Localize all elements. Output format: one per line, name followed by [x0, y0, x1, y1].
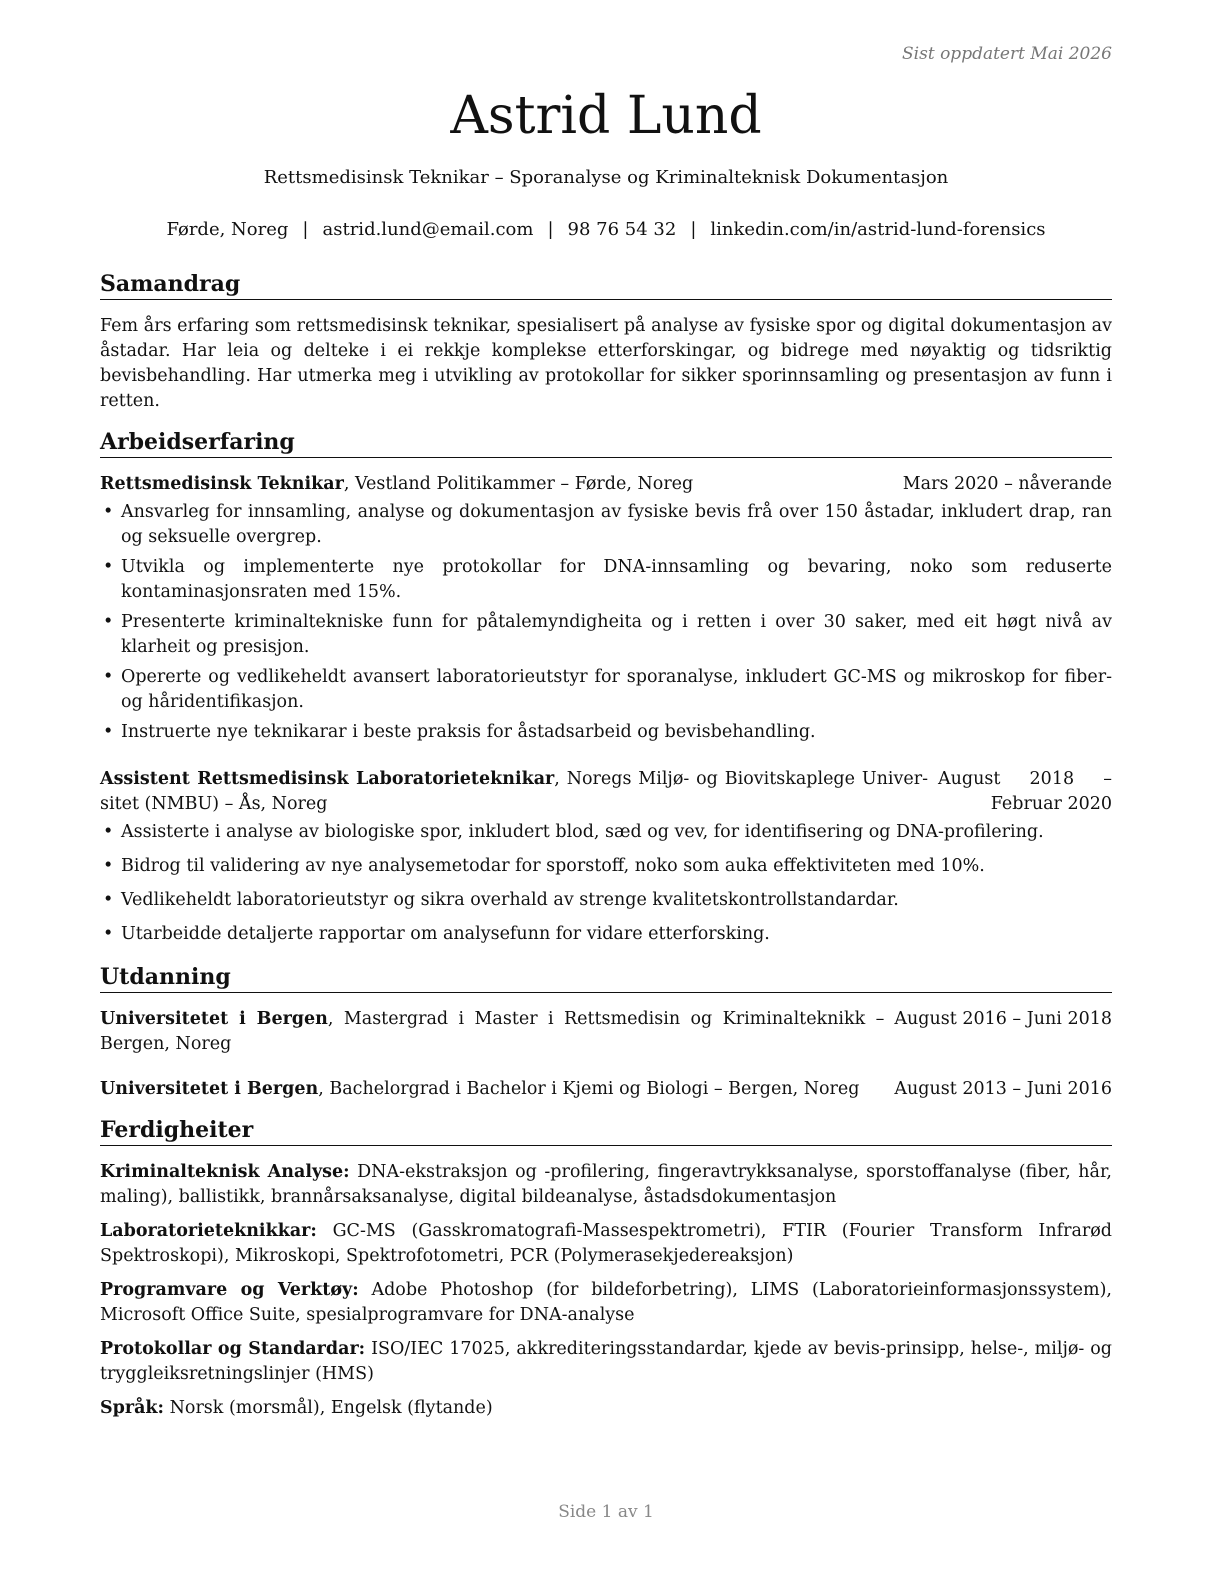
job-bullet: • Utvikla og implementerte nye protokollar for DNA-innsamling og bevaring, noko som reduserte kontaminasjonsraten med 15%. [100, 555, 1112, 605]
job-employer: , Noregs Miljø- og Biovitskaplege Universitet (NMBU) – Ås, Noreg [100, 769, 928, 814]
job-header [100, 472, 1112, 497]
education-degree: , Bachelorgrad i Bachelor i Kjemi og Biologi – Bergen, Noreg [318, 1079, 860, 1099]
job-bullet: • Assisterte i analyse av biologiske spor, inkludert blod, sæd og vev, for identifisering og DNA-profilering. [100, 820, 1112, 845]
skill-text: Norsk (morsmål), Engelsk (flytande) [164, 1398, 493, 1418]
skill-label: Laboratorieteknikkar: [100, 1221, 317, 1241]
summary-section [100, 270, 1112, 414]
job-entry [100, 472, 1112, 745]
contact-linkedin[interactable]: linkedin.com/in/astrid-lund-forensics [710, 219, 1046, 240]
skill-group [100, 1278, 1112, 1328]
job-role: Rettsmedisinsk Teknikar [100, 474, 344, 494]
section-title-education: Utdanning [100, 963, 1112, 993]
education-dates: August 2013 – Juni 2016 [894, 1079, 1112, 1099]
contact-location: Førde, Noreg [166, 219, 289, 240]
skill-group [100, 1396, 1112, 1421]
skill-label: Kriminalteknisk Analyse: [100, 1162, 350, 1182]
skill-label: Protokollar og Standardar: [100, 1339, 366, 1359]
job-bullets [100, 820, 1112, 947]
skill-text: Adobe Photoshop (for bildeforbetring), LIMS (Laboratorieinformasjonssystem), Microsoft Office Suite, spesialprogramvare for DNA-analyse [100, 1280, 1112, 1325]
education-section [100, 963, 1112, 1102]
education-school: Universitetet i Bergen [100, 1079, 319, 1099]
job-dates: Mars 2020 – nåverande [902, 474, 1112, 494]
skill-text: ISO/IEC 17025, akkrediteringsstandardar, kjede av bevis-prinsipp, helse-, miljø- og tryggleiksretningslinjer (HMS) [100, 1339, 1113, 1384]
education-header [100, 1007, 1112, 1057]
section-title-experience: Arbeidserfaring [100, 428, 1112, 458]
education-entry [100, 1007, 1112, 1057]
job-header [100, 767, 1112, 817]
skill-group [100, 1219, 1112, 1269]
job-role: Assistent Rettsmedisinsk Laboratorieteknikar [100, 769, 555, 789]
resume-page [100, 0, 1112, 1584]
skill-label: Programvare og Verktøy: [100, 1280, 359, 1300]
skill-group [100, 1160, 1112, 1210]
experience-section [100, 428, 1112, 947]
education-line [100, 1007, 884, 1057]
contact-separator: | [547, 219, 554, 240]
education-school: Universitetet i Bergen [100, 1009, 328, 1029]
job-bullet: • Opererte og vedlikeheldt avansert laboratorieutstyr for sporanalyse, inkludert GC-MS og mikroskop for fiber- og håridentifikasjon. [100, 665, 1112, 715]
skill-text: DNA-ekstraksjon og -profilering, fingeravtrykksanalyse, sporstoffanalyse (fiber, hår, maling), ballistikk, brannårsaksanalyse, digital bildeanalyse, åstadsdokumentasjon [100, 1162, 1112, 1207]
skill-text: GC-MS (Gasskromatografi-Massespektrometri), FTIR (Fourier Transform Infrarød Spektroskopi), Mikroskopi, Spektrofotometri, PCR (Polymerasekjedereaksjon) [100, 1221, 1112, 1266]
education-dates: August 2016 – Juni 2018 [894, 1009, 1112, 1029]
job-employer: , Vestland Politikammer – Førde, Noreg [343, 474, 694, 494]
contact-separator: | [690, 219, 697, 240]
skill-group [100, 1337, 1112, 1387]
candidate-name: Astrid Lund [450, 86, 762, 146]
contact-line [100, 219, 1112, 240]
skills-section [100, 1116, 1112, 1421]
job-entry [100, 767, 1112, 947]
skill-label: Språk: [100, 1398, 165, 1418]
contact-phone: 98 76 54 32 [567, 219, 677, 240]
last-updated: Sist oppdatert Mai 2026 [902, 44, 1112, 64]
job-title-line [100, 767, 928, 817]
page-number: Side 1 av 1 [558, 1502, 654, 1522]
resume-body [100, 270, 1112, 1435]
section-title-summary: Samandrag [100, 270, 1112, 300]
job-bullet: • Presenterte kriminaltekniske funn for påtalemyndigheita og i retten i over 30 saker, med eit høgt nivå av klarheit og presisjon. [100, 610, 1112, 660]
job-bullet: • Utarbeidde detaljerte rapportar om analysefunn for vidare etterforsking. [100, 922, 1112, 947]
contact-email[interactable]: astrid.lund@email.com [322, 219, 534, 240]
education-entry [100, 1077, 1112, 1102]
job-bullet: • Instruerte nye teknikarar i beste praksis for åstadsarbeid og bevisbehandling. [100, 720, 1112, 745]
candidate-subtitle: Rettsmedisinsk Teknikar – Sporanalyse og Kriminalteknisk Dokumentasjon [263, 167, 949, 188]
job-dates: August 2018 – Februar 2020 [938, 769, 1112, 814]
job-bullets [100, 500, 1112, 745]
job-bullet: • Vedlikeheldt laboratorieutstyr og sikra overhald av strenge kvalitetskontrollstandardar. [100, 888, 1112, 913]
contact-separator: | [302, 219, 309, 240]
education-line [100, 1077, 884, 1102]
education-header [100, 1077, 1112, 1102]
job-bullet: • Ansvarleg for innsamling, analyse og dokumentasjon av fysiske bevis frå over 150 åstadar, inkludert drap, ran og seksuelle overgrep. [100, 500, 1112, 550]
summary-text: Fem års erfaring som rettsmedisinsk teknikar, spesialisert på analyse av fysiske spor og digital dokumentasjon av åstadar. Har leia og delteke i ei rekkje komplekse etterforskingar, og bidrege med nøyaktig og tidsriktig bevisbehandling. Har utmerka meg i utvikling av protokollar for sikker sporinnsamling og presentasjon av funn i retten. [100, 316, 1112, 411]
job-bullet: • Bidrog til validering av nye analysemetodar for sporstoff, noko som auka effektiviteten med 10%. [100, 854, 1112, 879]
job-title-line [100, 472, 893, 497]
education-degree: , Mastergrad i Master i Rettsmedisin og Kriminalteknikk – Bergen, Noreg [100, 1009, 885, 1054]
section-title-skills: Ferdigheiter [100, 1116, 1112, 1146]
